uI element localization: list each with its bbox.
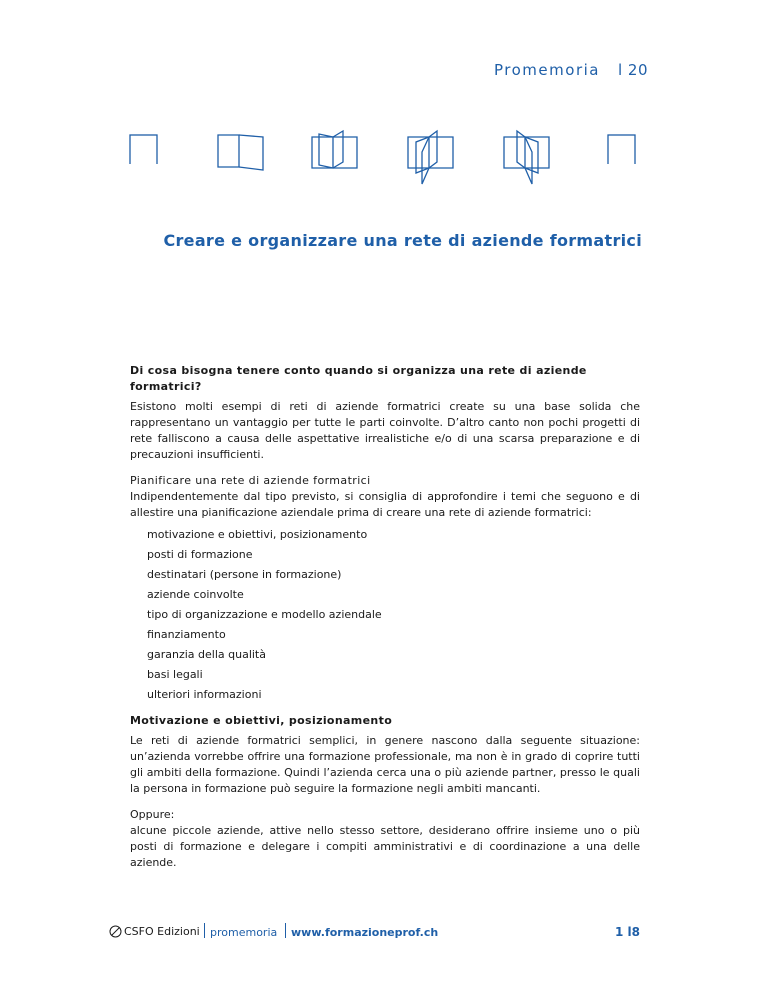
page-header — [494, 61, 648, 79]
document-title: Creare e organizzare una rete di aziende formatrici — [163, 231, 642, 250]
oppure-label: Oppure: — [130, 808, 175, 821]
csfo-logo-icon — [109, 925, 122, 938]
footer-website-link[interactable]: www.formazioneprof.ch — [291, 926, 439, 939]
list-item: tipo di organizzazione e modello aziendale — [147, 608, 382, 621]
document-body — [130, 363, 640, 881]
page-footer — [109, 925, 640, 945]
list-item: posti di formazione — [147, 548, 253, 561]
list-item: destinatari (persone in formazione) — [147, 568, 342, 581]
open-folder-icon — [217, 128, 267, 172]
single-page-icon — [129, 128, 161, 164]
section3-body2 — [130, 807, 640, 871]
section3-body2-text: alcune piccole aziende, attive nello stesso settore, desiderano offrire insieme uno o più posti di formazione e delegare i compiti amministrativi e di coordinazione a una delle aziende. — [130, 824, 640, 869]
single-page-end-icon — [607, 128, 639, 164]
list-item: aziende coinvolte — [147, 588, 244, 601]
planning-topics-list — [130, 525, 640, 705]
publisher-logo — [109, 925, 200, 938]
list-item: finanziamento — [147, 628, 226, 641]
header-number: l 20 — [617, 61, 648, 79]
header-label: Promemoria — [494, 61, 600, 79]
section3-heading: Motivazione e obiettivi, posizionamento — [130, 714, 393, 727]
section1-heading: Di cosa bisogna tenere conto quando si organizza una rete di aziende formatrici? — [130, 364, 587, 393]
folder-three-pages-alt-icon — [503, 128, 555, 188]
footer-series: promemoria — [210, 926, 278, 939]
list-item: garanzia della qualità — [147, 648, 266, 661]
list-item: motivazione e obiettivi, posizionamento — [147, 528, 368, 541]
folder-two-pages-icon — [311, 128, 363, 174]
folder-three-pages-icon — [407, 128, 459, 188]
page-number: 1 l8 — [615, 925, 640, 939]
folder-icons-row — [127, 128, 643, 188]
section2-intro: Indipendentemente dal tipo previsto, si consiglia di approfondire i temi che seguono e di allestire una pianificazione aziendale prima di creare una rete di aziende formatrici: — [130, 490, 640, 519]
section1-body: Esistono molti esempi di reti di aziende formatrici create su una base solida che rappresentano un vantaggio per tutte le parti coinvolte. D’altro canto non pochi progetti di rete falliscono a causa delle aspettative irrealistiche e/o di una scarsa preparazione e di precauzioni insufficienti. — [130, 400, 640, 461]
list-item: basi legali — [147, 668, 203, 681]
section3-body: Le reti di aziende formatrici semplici, in genere nascono dalla seguente situazione: un’azienda vorrebbe offrire una formazione professionale, ma non è in grado di coprire tutti gli ambiti della formazione. Quindi l’azienda cerca una o più aziende partner, presso le quali la persona in formazione può seguire la formazione negli ambiti mancanti. — [130, 734, 640, 795]
footer-divider — [285, 923, 286, 938]
footer-divider — [204, 923, 205, 938]
section2-heading: Pianificare una rete di aziende formatrici — [130, 474, 371, 487]
publisher-name: CSFO Edizioni — [124, 925, 200, 938]
list-item: ulteriori informazioni — [147, 688, 262, 701]
